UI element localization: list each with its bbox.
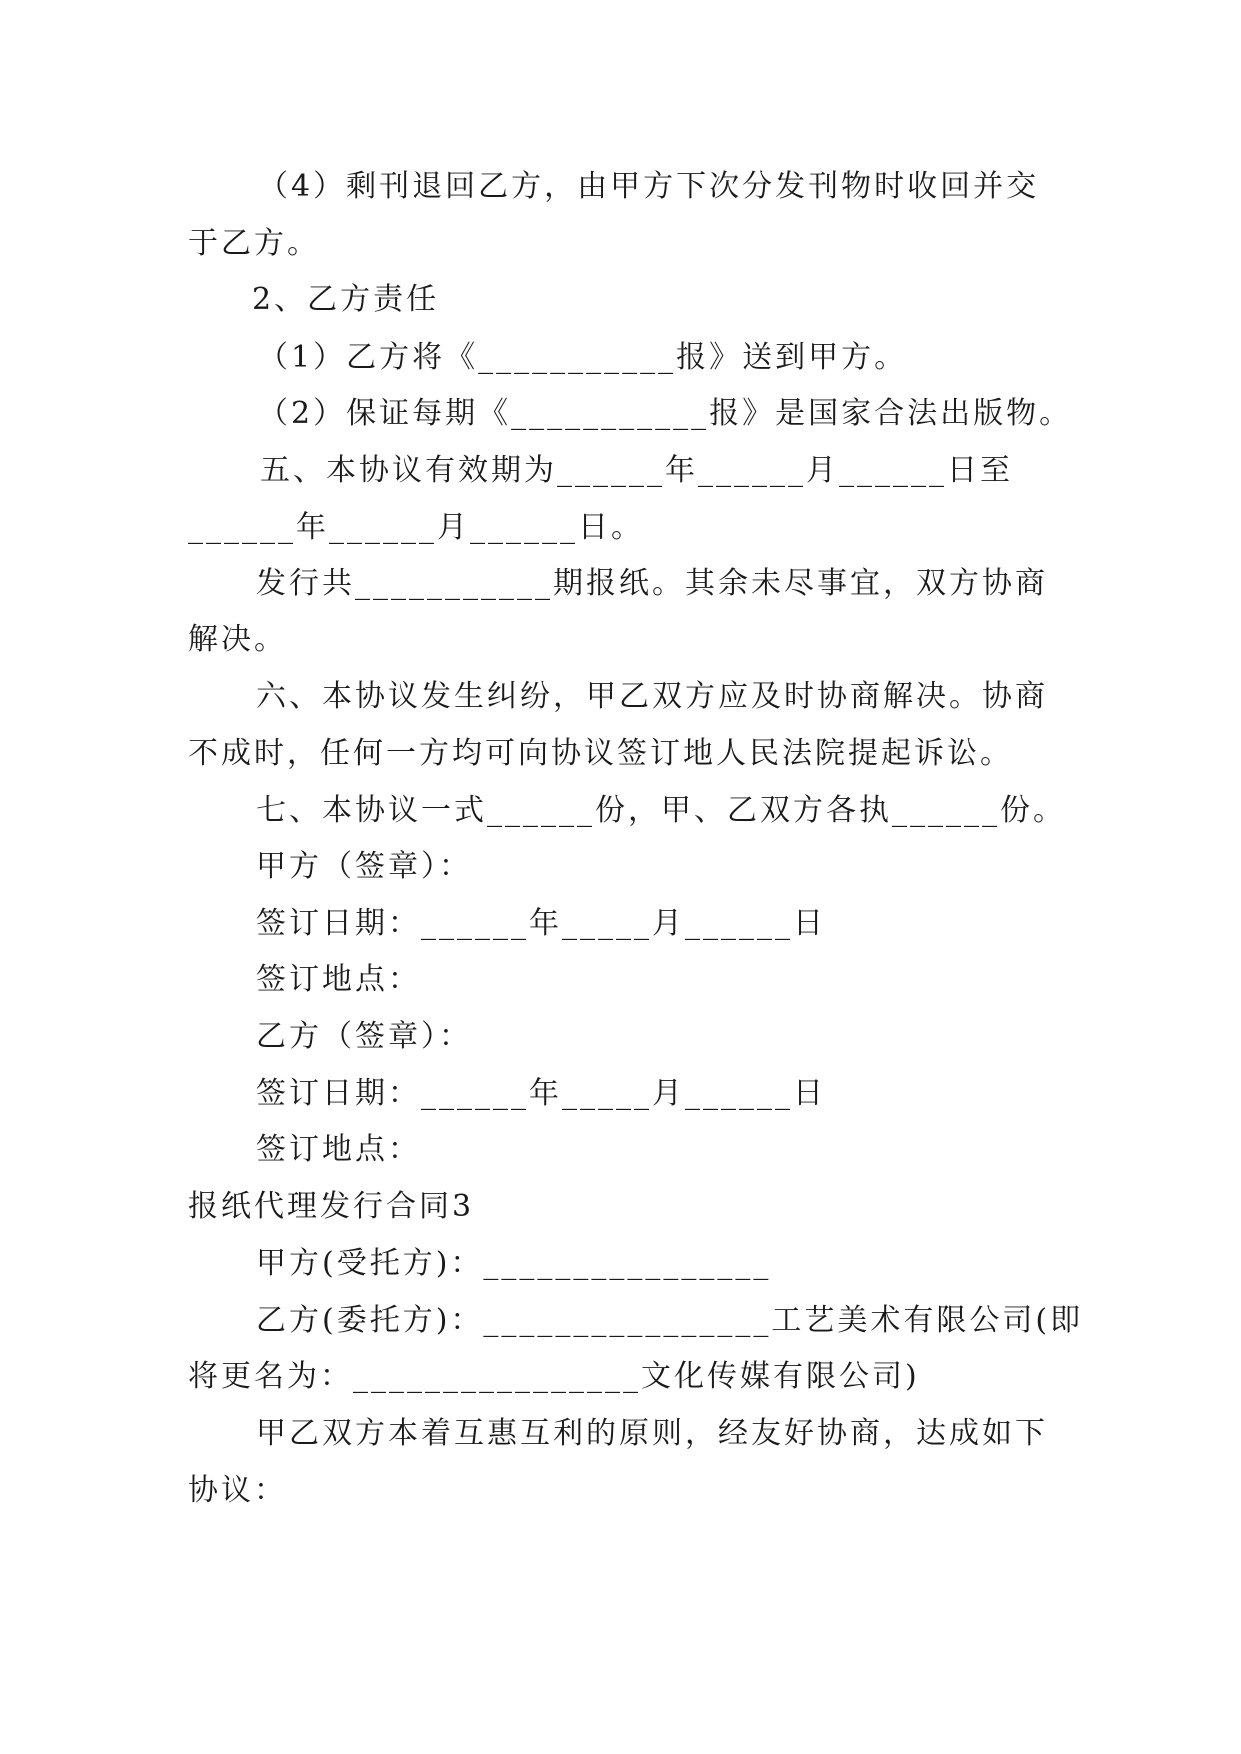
paragraph-line: 解决。 xyxy=(188,622,287,657)
signature-label: 乙方（签章）： xyxy=(256,1019,472,1054)
paragraph-line: 发行共___________期报纸。其余未尽事宜，双方协商 xyxy=(256,566,1048,601)
party-b-line: 乙方(委托方)：________________工艺美术有限公司(即 xyxy=(256,1303,1084,1338)
paragraph-line: 不成时，任何一方均可向协议签订地人民法院提起诉讼。 xyxy=(188,736,1013,771)
signature-label: 甲方（签章）： xyxy=(256,849,472,884)
paragraph-line: 协议： xyxy=(188,1473,287,1508)
section-heading: 2、乙方责任 xyxy=(252,282,440,317)
sign-date-line: 签订日期：______年_____月______日 xyxy=(256,906,826,941)
party-a-line: 甲方(受托方)：________________ xyxy=(256,1246,772,1281)
paragraph-line: （1）乙方将《___________报》送到甲方。 xyxy=(258,340,908,375)
paragraph-line: 七、本协议一式______份，甲、乙双方各执______份。 xyxy=(256,793,1066,828)
paragraph-line: （4）剩刊退回乙方，由甲方下次分发刊物时收回并交 xyxy=(258,169,1040,204)
paragraph-line: 甲乙双方本着互惠互利的原则，经友好协商，达成如下 xyxy=(256,1416,1048,1451)
sign-place-line: 签订地点： xyxy=(256,962,421,997)
party-b-line-continued: 将更名为：________________文化传媒有限公司) xyxy=(188,1359,920,1394)
paragraph-line: 五、本协议有效期为______年______月______日至 xyxy=(260,453,1013,488)
paragraph-line: 于乙方。 xyxy=(188,226,320,261)
paragraph-line: 六、本协议发生纠纷，甲乙双方应及时协商解决。协商 xyxy=(256,679,1048,714)
paragraph-line: （2）保证每期《___________报》是国家合法出版物。 xyxy=(258,396,1073,431)
sign-place-line: 签订地点： xyxy=(256,1132,421,1167)
paragraph-line: ______年______月______日。 xyxy=(188,510,644,545)
sign-date-line: 签订日期：______年_____月______日 xyxy=(256,1076,826,1111)
contract-title: 报纸代理发行合同3 xyxy=(188,1189,475,1224)
